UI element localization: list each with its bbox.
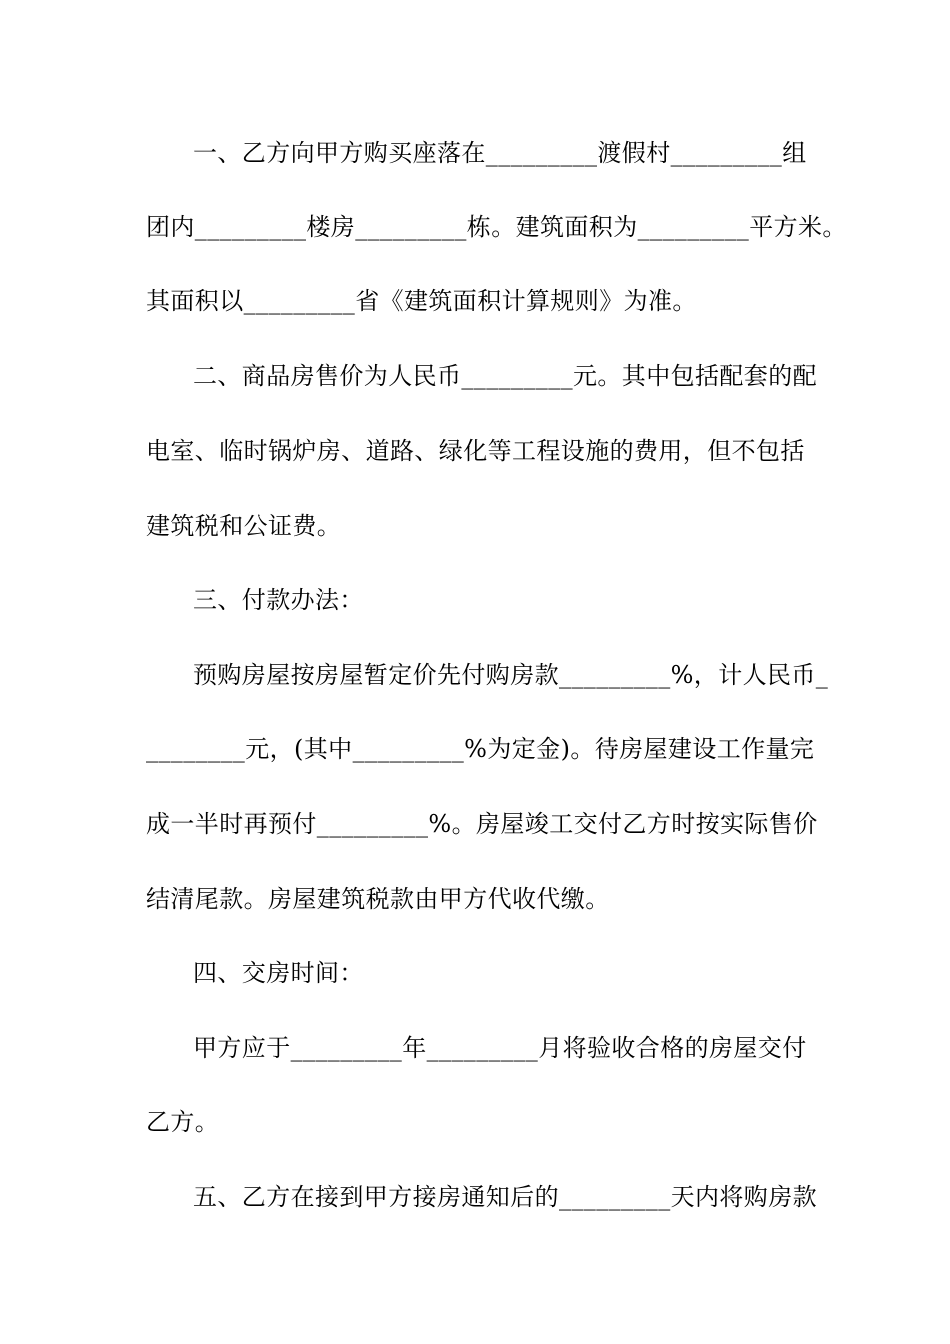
clause-4-line-1: 甲方应于_________年_________月将验收合格的房屋交付 [193,1034,807,1062]
clause-2-line-2: 电室、临时锅炉房、道路、绿化等工程设施的费用，但不包括 [146,437,805,465]
clause-1-line-3: 其面积以_________省《建筑面积计算规则》为准。 [146,287,697,315]
clause-3-line-3: 成一半时再预付_________%。房屋竣工交付乙方时按实际售价 [146,810,818,838]
clause-5-line-1: 五、乙方在接到甲方接房通知后的_________天内将购房款 [193,1183,817,1211]
clause-3-line-2: ________元，(其中_________%为定金)。待房屋建设工作量完 [146,735,815,763]
clause-4-heading: 四、交房时间： [193,959,364,987]
clause-3-line-4: 结清尾款。房屋建筑税款由甲方代收代缴。 [146,885,610,913]
clause-1-line-2: 团内_________楼房_________栋。建筑面积为_________平方米。 [146,213,847,241]
clause-2-line-3: 建筑税和公证费。 [146,512,342,540]
clause-3-heading: 三、付款办法： [193,586,364,614]
clause-3-line-1: 预购房屋按房屋暂定价先付购房款_________%，计人民币_ [193,661,829,689]
clause-1-line-1: 一、乙方向甲方购买座落在_________渡假村_________组 [193,139,807,167]
clause-4-line-2: 乙方。 [146,1108,220,1136]
clause-2-line-1: 二、商品房售价为人民币_________元。其中包括配套的配 [193,362,817,390]
